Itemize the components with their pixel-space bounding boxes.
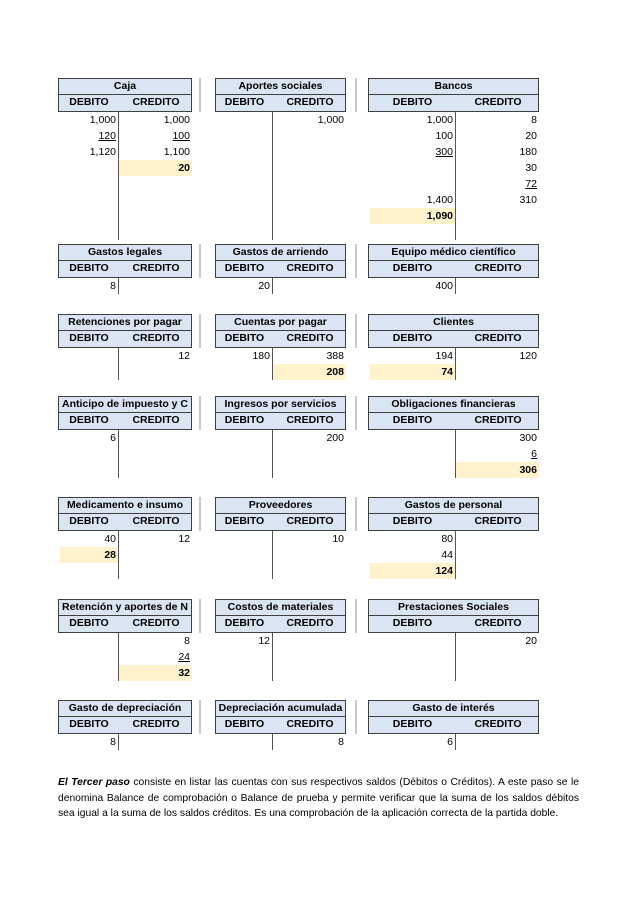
account-title: Anticipo de impuesto y C [58,396,192,413]
credito-label: CREDITO [132,718,180,730]
debit-value [368,160,455,176]
credito-label: CREDITO [474,262,522,274]
debit-value: 180 [252,350,270,362]
credit-value: 100 [172,130,190,142]
debito-label: DEBITO [224,332,265,344]
debit-value [58,633,118,649]
credit-value: 20 [119,160,192,176]
debit-value: 28 [60,547,118,563]
debit-value [58,665,118,681]
credito-label: CREDITO [474,515,522,527]
debit-value [215,430,272,446]
account-title: Gastos de personal [368,497,539,514]
credito-label: CREDITO [286,262,334,274]
credito-label: CREDITO [286,617,334,629]
debit-value [368,633,455,649]
account-header [368,616,539,633]
account-title: Caja [58,78,192,95]
column-separator [355,700,357,734]
debito-label: DEBITO [392,262,433,274]
credito-label: CREDITO [132,515,180,527]
credit-value [456,364,539,380]
credit-value: 208 [273,364,346,380]
credit-value: 20 [525,130,537,142]
account-header [58,514,192,531]
debit-value [215,531,272,547]
credit-value: 1,100 [163,146,190,158]
account-header [58,616,192,633]
account-header [215,616,346,633]
debit-value [215,734,272,750]
credit-value: 310 [519,194,537,206]
credito-label: CREDITO [474,718,522,730]
debit-value: 8 [110,736,116,748]
debito-label: DEBITO [224,718,265,730]
debit-value: 74 [370,364,455,380]
column-separator [199,78,201,112]
credito-label: CREDITO [474,414,522,426]
credit-value: 200 [326,432,344,444]
debit-value: 8 [110,280,116,292]
account-header [58,331,192,348]
account-title: Proveedores [215,497,346,514]
debit-value: 80 [441,533,453,545]
credit-value [119,547,192,563]
credito-label: CREDITO [132,617,180,629]
credit-value: 8 [531,114,537,126]
account-header [215,717,346,734]
column-separator [355,497,357,531]
debit-value: 12 [258,635,270,647]
paragraph-lead: El Tercer paso [58,777,130,789]
credit-value: 300 [519,432,537,444]
debito-label: DEBITO [392,414,433,426]
debit-value [368,462,455,478]
account-title: Aportes sociales [215,78,346,95]
credito-label: CREDITO [132,414,180,426]
account-header [368,261,539,278]
account-header [368,95,539,112]
account-title: Bancos [368,78,539,95]
account-title: Ingresos por servicios [215,396,346,413]
account-header [215,95,346,112]
column-separator [355,78,357,112]
debito-label: DEBITO [224,96,265,108]
debit-value [215,364,272,380]
debit-value: 1,000 [89,114,116,126]
credit-value [273,633,346,649]
debit-value: 1,000 [426,114,453,126]
debit-value [368,430,455,446]
paragraph-text: consiste en listar las cuentas con sus respectivos saldos (Débitos o Créditos). A este paso se le denomina Balance de comprobación o Balance de prueba y permite verificar que la suma de los saldos débitos sea igual a la suma de los saldos créditos. Es una comprobación de la aplicación correcta de la partida doble. [58,777,579,820]
debito-label: DEBITO [224,515,265,527]
credit-value: 8 [184,635,190,647]
credit-value: 180 [519,146,537,158]
credito-label: CREDITO [132,332,180,344]
debito-label: DEBITO [69,414,109,426]
debit-value: 6 [447,736,453,748]
debit-value [215,112,272,128]
debito-label: DEBITO [224,617,265,629]
column-separator [199,314,201,348]
debit-value: 124 [370,563,455,579]
credito-label: CREDITO [286,414,334,426]
credit-value: 8 [338,736,344,748]
debit-value: 44 [441,549,453,561]
credit-value: 1,000 [317,114,344,126]
account-header [368,413,539,430]
account-header [58,95,192,112]
credit-value [273,278,346,294]
account-header [368,514,539,531]
debito-label: DEBITO [69,718,109,730]
column-separator [199,244,201,278]
column-separator [199,396,201,430]
credit-value: 72 [525,178,537,190]
account-title: Retenciones por pagar [58,314,192,331]
account-title: Gastos de arriendo [215,244,346,261]
credit-value: 12 [178,533,190,545]
account-header [215,261,346,278]
account-title: Gasto de interés [368,700,539,717]
debit-value [58,649,118,665]
explanation-paragraph [58,775,579,822]
debit-value: 100 [435,130,453,142]
debito-label: DEBITO [392,332,433,344]
column-separator [355,599,357,633]
account-header [368,331,539,348]
column-separator [355,396,357,430]
credit-value: 1,000 [163,114,190,126]
debit-value [58,348,118,364]
debit-value: 6 [110,432,116,444]
debit-value [368,446,455,462]
debito-label: DEBITO [69,332,109,344]
account-title: Obligaciones financieras [368,396,539,413]
credit-value [119,734,192,750]
credit-value: 30 [525,162,537,174]
account-title: Cuentas por pagar [215,314,346,331]
credit-value [456,547,539,563]
debit-value: 300 [435,146,453,158]
credit-value [119,430,192,446]
account-header [58,413,192,430]
credit-value [456,278,539,294]
account-title: Gasto de depreciación [58,700,192,717]
debit-value: 1,400 [426,194,453,206]
account-header [58,717,192,734]
debit-value: 40 [104,533,116,545]
account-header [215,413,346,430]
debit-value [58,160,118,176]
account-title: Gastos legales [58,244,192,261]
debit-value [368,176,455,192]
credit-value: 24 [178,651,190,663]
credito-label: CREDITO [286,332,334,344]
account-title: Equipo médico científico [368,244,539,261]
credit-value: 120 [519,350,537,362]
account-title: Prestaciones Sociales [368,599,539,616]
credit-value: 388 [326,350,344,362]
credit-value: 32 [119,665,192,681]
t-account-divider [272,112,273,240]
credit-value [456,734,539,750]
debito-label: DEBITO [69,96,109,108]
account-header [215,514,346,531]
debit-value: 194 [435,350,453,362]
credito-label: CREDITO [286,515,334,527]
credit-value [456,531,539,547]
debito-label: DEBITO [69,617,109,629]
debit-value: 400 [435,280,453,292]
column-separator [199,599,201,633]
column-separator [355,244,357,278]
account-title: Retención y aportes de N [58,599,192,616]
credit-value [119,278,192,294]
account-title: Depreciación acumulada [215,700,346,717]
debito-label: DEBITO [224,262,265,274]
debit-value: 120 [98,130,116,142]
debito-label: DEBITO [392,96,433,108]
credito-label: CREDITO [474,96,522,108]
credito-label: CREDITO [286,96,334,108]
account-header [58,261,192,278]
credit-value: 10 [332,533,344,545]
column-separator [355,314,357,348]
debit-value: 1,120 [89,146,116,158]
column-separator [199,497,201,531]
account-header [215,331,346,348]
credit-value: 20 [525,635,537,647]
debito-label: DEBITO [224,414,265,426]
debito-label: DEBITO [69,262,109,274]
account-title: Clientes [368,314,539,331]
account-title: Costos de materiales [215,599,346,616]
credit-value [456,208,539,224]
account-header [368,717,539,734]
credit-value [456,563,539,579]
debit-value: 20 [258,280,270,292]
debito-label: DEBITO [392,515,433,527]
credito-label: CREDITO [474,332,522,344]
debit-value: 1,090 [370,208,455,224]
credit-value: 6 [531,448,537,460]
credito-label: CREDITO [474,617,522,629]
credit-value: 12 [178,350,190,362]
credito-label: CREDITO [132,96,180,108]
debito-label: DEBITO [392,718,433,730]
credit-value: 306 [456,462,539,478]
column-separator [199,700,201,734]
credito-label: CREDITO [286,718,334,730]
account-title: Medicamento e insumo [58,497,192,514]
debito-label: DEBITO [392,617,433,629]
debito-label: DEBITO [69,515,109,527]
credito-label: CREDITO [132,262,180,274]
